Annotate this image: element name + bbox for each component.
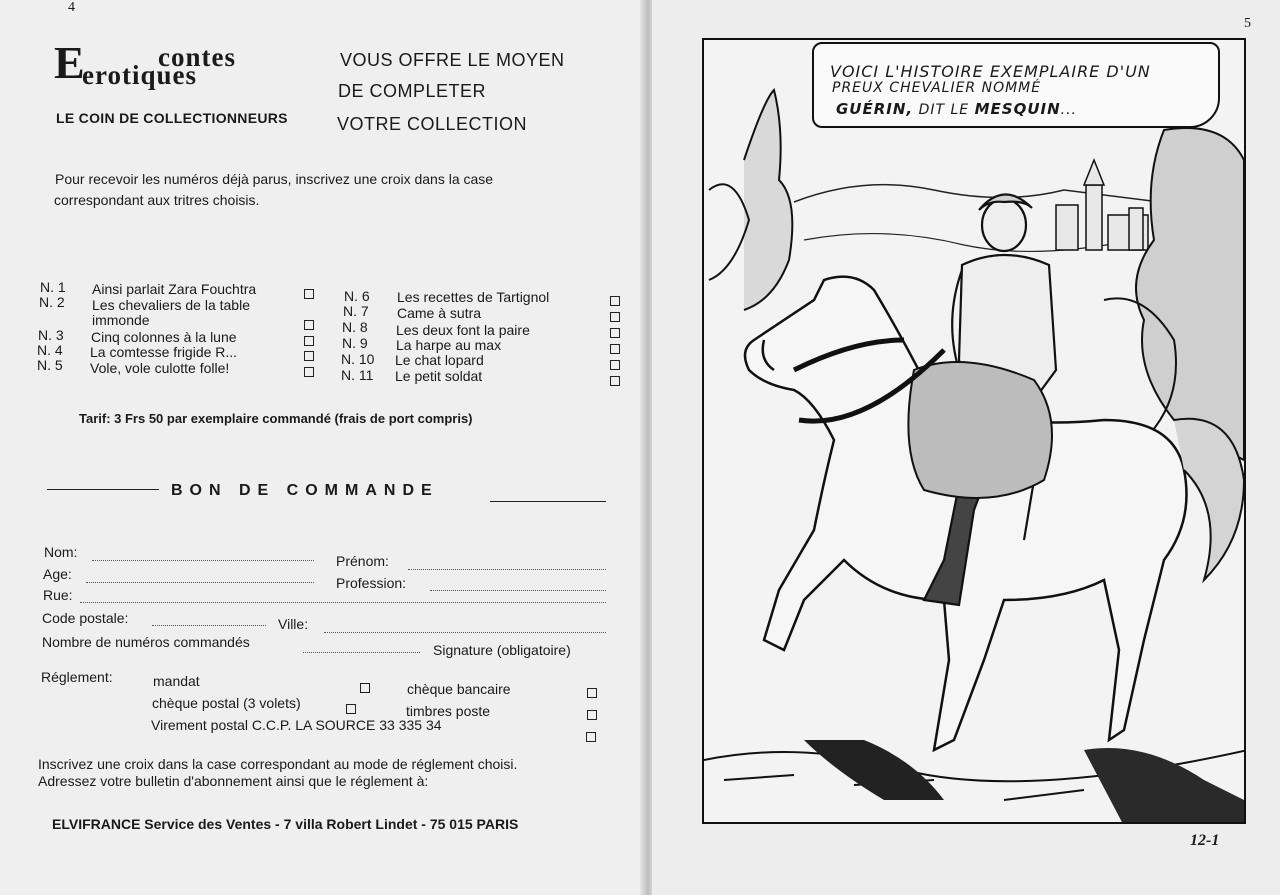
issue-checkbox[interactable] bbox=[304, 367, 314, 377]
issue-checkbox[interactable] bbox=[304, 289, 314, 299]
page-number-right: 5 bbox=[1244, 16, 1251, 31]
issue-num: N. 2 bbox=[39, 294, 65, 310]
castle-icon bbox=[1056, 160, 1148, 250]
issue-num: N. 4 bbox=[37, 342, 63, 358]
logo-mark: E bbox=[54, 37, 85, 88]
offer-line-1: VOUS OFFRE LE MOYEN bbox=[340, 50, 565, 70]
issue-checkbox[interactable] bbox=[610, 344, 620, 354]
signature-label: Signature (obligatoire) bbox=[433, 642, 571, 658]
issue-title: Les deux font la paire bbox=[396, 322, 530, 338]
heading-rule-right bbox=[490, 501, 606, 502]
offer-line-3: VOTRE COLLECTION bbox=[337, 114, 528, 134]
knight-illustration bbox=[704, 40, 1246, 824]
page-number-left: 4 bbox=[68, 0, 75, 15]
instructions-line-1: Inscrivez une croix dans la case correspondant au mode de réglement choisi. bbox=[38, 756, 518, 772]
caption-ellipsis: ... bbox=[1060, 102, 1077, 118]
caption-line-3 bbox=[836, 100, 1077, 118]
intro-line-2: correspondant aux tritres choisis. bbox=[54, 192, 260, 208]
comic-panel bbox=[702, 38, 1246, 824]
intro-line-1: Pour recevoir les numéros déjà parus, inscrivez une croix dans la case bbox=[55, 171, 494, 187]
tarif-note: Tarif: 3 Frs 50 par exemplaire commandé (frais de port compris) bbox=[79, 411, 473, 426]
caption-line-1: VOICI L'HISTOIRE EXEMPLAIRE D'UN bbox=[830, 62, 1151, 81]
issue-checkbox[interactable] bbox=[610, 312, 620, 322]
instructions-line-2: Adressez votre bulletin d'abonnement ainsi que le réglement à: bbox=[38, 773, 429, 789]
rue-label: Rue: bbox=[43, 587, 73, 603]
code-postale-label: Code postale: bbox=[42, 610, 129, 626]
rue-field[interactable] bbox=[80, 602, 606, 603]
cheque-postal-label: chèque postal (3 volets) bbox=[152, 695, 301, 711]
age-label: Age: bbox=[43, 566, 72, 582]
prenom-field[interactable] bbox=[408, 569, 606, 570]
ville-field[interactable] bbox=[324, 632, 606, 633]
issue-title: Le chat lopard bbox=[395, 352, 484, 368]
virement-checkbox[interactable] bbox=[586, 732, 596, 742]
issue-num: N. 10 bbox=[341, 351, 375, 367]
nom-label: Nom: bbox=[44, 544, 78, 560]
mandat-label: mandat bbox=[153, 673, 200, 689]
issue-title: Les chevaliers de la table bbox=[92, 297, 250, 313]
issue-num: N. 9 bbox=[342, 335, 368, 351]
logo bbox=[54, 37, 272, 90]
issue-num: N. 1 bbox=[40, 279, 66, 295]
issue-title: La comtesse frigide R... bbox=[90, 344, 238, 360]
prenom-label: Prénom: bbox=[336, 553, 389, 569]
issue-title: Ainsi parlait Zara Fouchtra bbox=[92, 281, 257, 297]
issue-title: Cinq colonnes à la lune bbox=[91, 329, 237, 345]
issue-checkbox[interactable] bbox=[610, 296, 620, 306]
issue-checkbox[interactable] bbox=[610, 376, 620, 386]
order-form-heading: BON DE COMMANDE bbox=[171, 482, 439, 499]
issue-checkbox[interactable] bbox=[610, 328, 620, 338]
age-field[interactable] bbox=[86, 582, 314, 583]
heading-rule-left bbox=[47, 489, 159, 490]
offer-line-2: DE COMPLETER bbox=[338, 81, 487, 101]
issue-checkbox[interactable] bbox=[304, 351, 314, 361]
caption-mid: DIT LE bbox=[913, 102, 975, 118]
logo-line2: erotiques bbox=[82, 60, 197, 90]
issue-title: Vole, vole culotte folle! bbox=[90, 360, 230, 376]
ville-label: Ville: bbox=[278, 616, 309, 632]
mailing-address: ELVIFRANCE Service des Ventes - 7 villa Robert Lindet - 75 015 PARIS bbox=[52, 816, 519, 832]
virement-label: Virement postal C.C.P. LA SOURCE 33 335 34 bbox=[151, 717, 442, 733]
caption-name-2: MESQUIN bbox=[974, 100, 1061, 118]
collectors-heading: LE COIN DE COLLECTIONNEURS bbox=[56, 110, 288, 126]
issue-num: N. 7 bbox=[343, 303, 369, 319]
cheque-bancaire-label: chèque bancaire bbox=[407, 681, 511, 697]
issue-num: N. 6 bbox=[344, 288, 370, 304]
issue-title: Came à sutra bbox=[397, 305, 482, 321]
issue-num: N. 3 bbox=[38, 327, 64, 343]
caption-name-1: GUÉRIN, bbox=[836, 100, 914, 118]
issue-title: La harpe au max bbox=[396, 337, 502, 353]
reglement-label: Réglement: bbox=[41, 669, 113, 685]
timbres-checkbox[interactable] bbox=[587, 710, 597, 720]
page-code: 12-1 bbox=[1190, 832, 1220, 849]
code-postale-field[interactable] bbox=[152, 625, 266, 626]
mandat-checkbox[interactable] bbox=[360, 683, 370, 693]
profession-field[interactable] bbox=[430, 590, 606, 591]
nom-field[interactable] bbox=[92, 560, 314, 561]
issue-checkbox[interactable] bbox=[304, 320, 314, 330]
nombre-label: Nombre de numéros commandés bbox=[42, 634, 250, 650]
issue-num: N. 5 bbox=[37, 357, 63, 373]
profession-label: Profession: bbox=[336, 575, 407, 591]
issue-title: Les recettes de Tartignol bbox=[397, 289, 550, 305]
issue-num: N. 8 bbox=[342, 319, 368, 335]
cheque-postal-checkbox[interactable] bbox=[346, 704, 356, 714]
issue-num: N. 11 bbox=[341, 367, 374, 383]
issue-checkbox[interactable] bbox=[610, 360, 620, 370]
nombre-field[interactable] bbox=[303, 652, 420, 653]
caption-line-2: PREUX CHEVALIER NOMMÉ bbox=[832, 80, 1042, 96]
issue-checkbox[interactable] bbox=[304, 336, 314, 346]
issue-title: Le petit soldat bbox=[395, 368, 483, 384]
cheque-bancaire-checkbox[interactable] bbox=[587, 688, 597, 698]
issue-title-continued: immonde bbox=[92, 312, 150, 328]
logo-line1: contes bbox=[158, 42, 236, 72]
timbres-label: timbres poste bbox=[406, 703, 491, 719]
